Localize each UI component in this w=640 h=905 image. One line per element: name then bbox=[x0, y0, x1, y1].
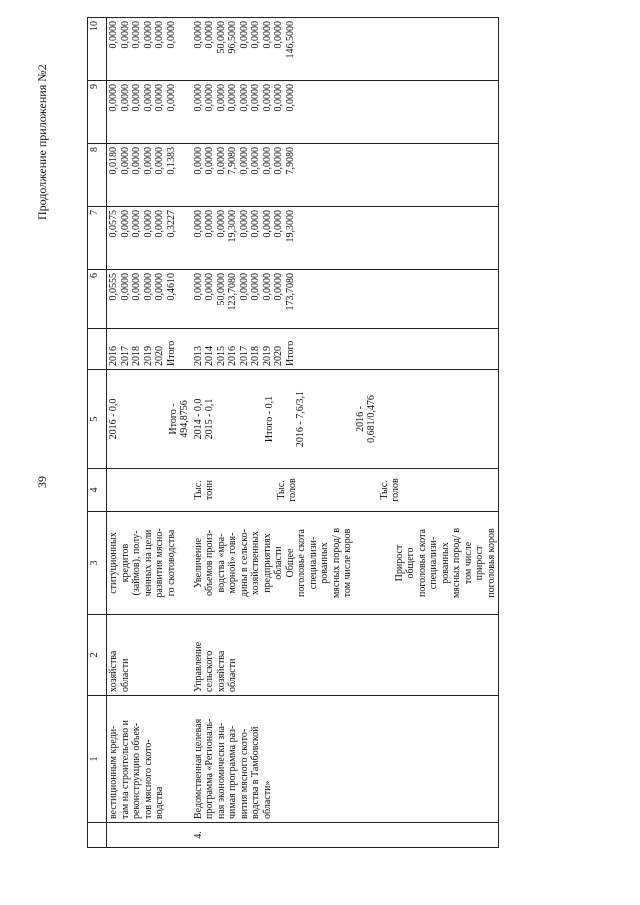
spacer bbox=[216, 373, 240, 465]
cell-line: водства в Тамбовской bbox=[250, 726, 261, 819]
cell-line: 0,0000 bbox=[131, 84, 142, 112]
cell-line: 0,0000 bbox=[154, 273, 165, 301]
program-table-container bbox=[87, 18, 607, 848]
cell-line: 0,0000 bbox=[284, 84, 296, 112]
cell-line: голов bbox=[287, 478, 298, 502]
cell-line: 123,7080 bbox=[227, 273, 238, 311]
cell-line: Общее bbox=[284, 548, 296, 578]
cell-line: 0,0000 bbox=[142, 21, 154, 49]
cell-line: 0,0000 bbox=[261, 210, 273, 238]
cell-line: 0,0000 bbox=[238, 210, 250, 238]
cell-col6 bbox=[192, 270, 499, 329]
cell-line: Ведомственная целевая bbox=[192, 718, 204, 819]
table-row-4 bbox=[192, 18, 499, 848]
cell-line: 96,5000 bbox=[227, 21, 238, 54]
cell-units bbox=[192, 469, 499, 512]
spacer bbox=[216, 472, 236, 508]
cell-line: 2016 bbox=[227, 346, 238, 366]
cell-line: 7,9080 bbox=[284, 147, 296, 175]
header-cell-5: 5 bbox=[88, 370, 107, 469]
cell-col8 bbox=[107, 144, 192, 207]
cell-col10 bbox=[192, 18, 499, 81]
cell-line: рованных bbox=[439, 542, 451, 584]
cell-line: специализи- bbox=[307, 536, 319, 590]
cell-indicators bbox=[192, 512, 499, 615]
cell-years bbox=[107, 329, 192, 370]
cell-line: 0,0000 bbox=[204, 210, 215, 238]
cell-line: 2020 bbox=[273, 346, 284, 366]
cell-col7 bbox=[107, 207, 192, 270]
cell-line: 0,0000 bbox=[273, 210, 284, 238]
cell-line: хозяйства bbox=[108, 650, 119, 692]
cell-line: 2019 bbox=[261, 346, 273, 366]
cell-line: объемов произ- bbox=[204, 530, 215, 596]
cell-line: 19,3000 bbox=[227, 210, 238, 243]
cell-line: 2020 bbox=[154, 346, 165, 366]
cell-line: 173,7080 bbox=[284, 273, 296, 311]
cell-line: поголовья скота bbox=[416, 528, 428, 598]
cell-line: 0,0000 bbox=[119, 147, 131, 175]
cell-line: 0,0000 bbox=[131, 210, 142, 238]
cell-target-values bbox=[192, 370, 499, 469]
cell-line: 50,0000 bbox=[215, 273, 227, 306]
cell-line: дины в сельско- bbox=[238, 529, 250, 597]
cell-line: предприятиях bbox=[261, 533, 273, 593]
cell-line: реконструкцию объек- bbox=[131, 722, 142, 819]
cell-line: Тыс. bbox=[378, 480, 390, 500]
cell-line: 0,681/0,476 bbox=[366, 395, 377, 443]
cell-line: 0,0000 bbox=[119, 84, 131, 112]
unit-group bbox=[193, 472, 216, 508]
cell-line: 0,0000 bbox=[154, 84, 165, 112]
cell-line: 0,0000 bbox=[108, 21, 119, 49]
cell-line: голов bbox=[390, 478, 401, 502]
cell-line: 146,5000 bbox=[284, 21, 296, 59]
spacer bbox=[240, 373, 264, 465]
cell-line: 0,0000 bbox=[142, 210, 154, 238]
cell-line: 0,0000 bbox=[261, 21, 273, 49]
cell-line: том числе коров bbox=[342, 528, 353, 598]
cell-line: 2018 bbox=[131, 346, 142, 366]
cell-line: общего bbox=[405, 547, 416, 579]
cell-line: 0,0000 bbox=[238, 21, 250, 49]
header-cell-9: 9 bbox=[88, 81, 107, 144]
header-cell-1: 1 bbox=[88, 696, 107, 823]
cell-line: 0,0000 bbox=[131, 273, 142, 301]
cell-line: мясных пород/ в bbox=[451, 527, 462, 599]
header-cell-7: 7 bbox=[88, 207, 107, 270]
cell-line: тов мясного ското- bbox=[142, 739, 154, 819]
spacer bbox=[307, 373, 331, 465]
cell-line: 0,0000 bbox=[273, 21, 284, 49]
cell-line: 0,0000 bbox=[250, 210, 261, 238]
header-cell-6: 6 bbox=[88, 270, 107, 329]
cell-line: 0,0575 bbox=[108, 210, 119, 238]
spacer bbox=[374, 515, 394, 611]
cell-line: 0,0000 bbox=[154, 147, 165, 175]
cell-line: 0,0000 bbox=[250, 84, 261, 112]
cell-num bbox=[107, 823, 192, 848]
cell-unit bbox=[107, 469, 192, 512]
cell-line: 2015 - 0,1 bbox=[204, 398, 215, 440]
header-cell-num bbox=[88, 823, 107, 848]
cell-line: ная экономически зна- bbox=[215, 722, 227, 819]
cell-line: области» bbox=[261, 780, 273, 819]
cell-line: 0,0000 bbox=[238, 84, 250, 112]
cell-col9 bbox=[107, 81, 192, 144]
spacer bbox=[331, 373, 355, 465]
table-row-continued bbox=[107, 18, 192, 848]
cell-line: 50,0000 bbox=[215, 21, 227, 54]
cell-line: вития мясного ското- bbox=[238, 728, 250, 819]
indicator-group bbox=[394, 515, 498, 611]
cell-line: том числе bbox=[462, 541, 474, 585]
spacer bbox=[299, 472, 319, 508]
cell-col7 bbox=[192, 207, 499, 270]
header-cell-4: 4 bbox=[88, 469, 107, 512]
cell-line: хозяйства bbox=[215, 650, 227, 692]
indicator-group bbox=[193, 515, 285, 611]
cell-line: водства bbox=[154, 786, 165, 819]
cell-line: 0,0180 bbox=[108, 147, 119, 175]
spacer bbox=[339, 472, 359, 508]
target-group bbox=[264, 373, 276, 465]
cell-line: области bbox=[273, 546, 284, 580]
unit-group bbox=[379, 472, 402, 508]
cell-line: 0,0000 bbox=[119, 210, 131, 238]
cell-col9 bbox=[192, 81, 499, 144]
cell-line: там на строительство и bbox=[119, 719, 131, 819]
cell-line: 0,0000 bbox=[250, 273, 261, 301]
cell-line: кредитов bbox=[119, 543, 131, 583]
cell-line: 0,3227 bbox=[165, 210, 177, 238]
cell-years bbox=[192, 329, 499, 370]
cell-line: 0,0000 bbox=[131, 21, 142, 49]
target-value: Итого - bbox=[167, 403, 179, 435]
cell-target-values bbox=[107, 370, 192, 469]
cell-line: 2015 bbox=[215, 346, 227, 366]
cell-line: (займов), полу- bbox=[131, 530, 142, 596]
cell-line: 2017 bbox=[238, 346, 250, 366]
cell-line: 0,0000 bbox=[215, 84, 227, 112]
cell-line: 0,0000 bbox=[261, 147, 273, 175]
target-group bbox=[295, 373, 307, 465]
spacer bbox=[354, 515, 374, 611]
cell-col6 bbox=[107, 270, 192, 329]
cell-line: 0,0000 bbox=[215, 210, 227, 238]
cell-line: ченных на цели bbox=[142, 529, 154, 597]
header-cell-year bbox=[88, 329, 107, 370]
cell-line: 0,0000 bbox=[165, 84, 177, 112]
header-row bbox=[88, 18, 107, 848]
cell-line: 0,0000 bbox=[238, 273, 250, 301]
indicator-group bbox=[285, 515, 354, 611]
cell-line: 2017 bbox=[119, 346, 131, 366]
cell-executor bbox=[107, 615, 192, 696]
cell-line: 2016 bbox=[108, 346, 119, 366]
cell-line: 0,0000 bbox=[119, 21, 131, 49]
cell-line: области bbox=[119, 658, 131, 692]
cell-line: поголовья коров bbox=[485, 528, 497, 598]
cell-line: 0,0000 bbox=[250, 21, 261, 49]
cell-line: го скотоводства bbox=[165, 529, 177, 597]
cell-line: 2013 bbox=[192, 346, 204, 366]
spacer bbox=[256, 472, 276, 508]
cell-line: 2016 - bbox=[354, 406, 366, 432]
cell-line: Прирост bbox=[393, 544, 405, 582]
cell-line: 0,4610 bbox=[165, 273, 177, 301]
cell-line: 0,0000 bbox=[204, 273, 215, 301]
unit-group bbox=[276, 472, 299, 508]
spacer bbox=[359, 472, 379, 508]
target-group bbox=[193, 373, 216, 465]
cell-line: 0,0000 bbox=[250, 147, 261, 175]
cell-line: 0,0000 bbox=[192, 21, 204, 49]
cell-line: Увеличение bbox=[192, 538, 204, 589]
header-cell-3: 3 bbox=[88, 512, 107, 615]
cell-line: 0,0555 bbox=[108, 273, 119, 301]
spacer bbox=[144, 373, 168, 465]
cell-line: ституционных bbox=[108, 532, 119, 594]
cell-line: 2014 bbox=[204, 346, 215, 366]
cell-line: 0,1383 bbox=[165, 147, 177, 175]
cell-line: 0,0000 bbox=[142, 147, 154, 175]
cell-line: морной» говя- bbox=[227, 532, 238, 594]
cell-line: Итого bbox=[165, 340, 177, 366]
cell-line: 0,0000 bbox=[142, 273, 154, 301]
cell-line: водства «мра- bbox=[215, 533, 227, 593]
spacer bbox=[275, 373, 295, 465]
cell-line: 0,0000 bbox=[204, 84, 215, 112]
cell-line: прирост bbox=[474, 545, 485, 581]
cell-line: 0,0000 bbox=[192, 210, 204, 238]
cell-line: 0,0000 bbox=[261, 84, 273, 112]
cell-line: сельского bbox=[204, 650, 215, 692]
cell-line: рованных bbox=[319, 542, 330, 584]
cell-line: 2014 - 0,0 bbox=[192, 398, 204, 440]
spacer bbox=[236, 472, 256, 508]
cell-line: 0,0000 bbox=[204, 147, 215, 175]
cell-line: Управление bbox=[192, 641, 204, 692]
target-value: 2016 - 0,0 bbox=[108, 398, 119, 440]
cell-line: 0,0000 bbox=[131, 147, 142, 175]
spacer bbox=[120, 373, 144, 465]
cell-line: Тыс. bbox=[192, 480, 204, 500]
cell-line: 0,0000 bbox=[273, 147, 284, 175]
cell-line: 0,0000 bbox=[165, 21, 177, 49]
header-cell-8: 8 bbox=[88, 144, 107, 207]
cell-line: программа «Региональ- bbox=[204, 718, 215, 819]
cell-line: 19,3000 bbox=[284, 210, 296, 243]
cell-line: 0,0000 bbox=[192, 84, 204, 112]
cell-line: 0,0000 bbox=[154, 210, 165, 238]
cell-line: 0,0000 bbox=[227, 84, 238, 112]
cell-line: 0,0000 bbox=[119, 273, 131, 301]
cell-line: Тыс. bbox=[275, 480, 287, 500]
cell-line: 0,0000 bbox=[192, 147, 204, 175]
cell-col8 bbox=[192, 144, 499, 207]
cell-line: 2018 bbox=[250, 346, 261, 366]
header-cell-2: 2 bbox=[88, 615, 107, 696]
cell-program-name bbox=[192, 696, 499, 823]
cell-col10 bbox=[107, 18, 192, 81]
cell-line: чимая программа раз- bbox=[227, 725, 238, 819]
appendix-title: Продолжение приложения №2 bbox=[35, 64, 49, 220]
cell-line: 0,0000 bbox=[273, 273, 284, 301]
cell-line: области bbox=[227, 658, 238, 692]
cell-line: 0,0000 bbox=[261, 273, 273, 301]
cell-line: 0,0000 bbox=[192, 273, 204, 301]
cell-line: Итого bbox=[284, 340, 296, 366]
cell-measure-name bbox=[107, 696, 192, 823]
cell-line: 2016 - 7,6/3,1 bbox=[295, 390, 306, 448]
cell-line: 0,0000 bbox=[238, 147, 250, 175]
cell-line: развития мясно- bbox=[154, 528, 165, 598]
cell-line: 0,0000 bbox=[154, 21, 165, 49]
program-table bbox=[87, 17, 499, 848]
cell-indicator bbox=[107, 512, 192, 615]
header-cell-10: 10 bbox=[88, 18, 107, 81]
cell-num: 4. bbox=[192, 823, 499, 848]
cell-line: Итого - 0,1 bbox=[263, 395, 275, 443]
cell-line: хозяйственных bbox=[250, 531, 261, 595]
cell-line: 0,0000 bbox=[273, 84, 284, 112]
cell-line: 0,0000 bbox=[215, 147, 227, 175]
cell-line: 7,9080 bbox=[227, 147, 238, 175]
spacer bbox=[319, 472, 339, 508]
target-group bbox=[355, 373, 378, 465]
cell-line: поголовье скота bbox=[296, 529, 307, 597]
cell-line: специализи- bbox=[428, 536, 439, 590]
cell-line: тонн bbox=[204, 480, 215, 500]
cell-line: 0,0000 bbox=[108, 84, 119, 112]
target-value: 494,8756 bbox=[179, 400, 190, 438]
page-number: 39 bbox=[35, 476, 49, 488]
cell-executor bbox=[192, 615, 499, 696]
cell-line: 0,0000 bbox=[142, 84, 154, 112]
cell-line: 2019 bbox=[142, 346, 154, 366]
cell-line: мясных пород/ в bbox=[330, 527, 342, 599]
cell-line: 0,0000 bbox=[204, 21, 215, 49]
cell-line: вестиционным креди- bbox=[108, 725, 119, 819]
